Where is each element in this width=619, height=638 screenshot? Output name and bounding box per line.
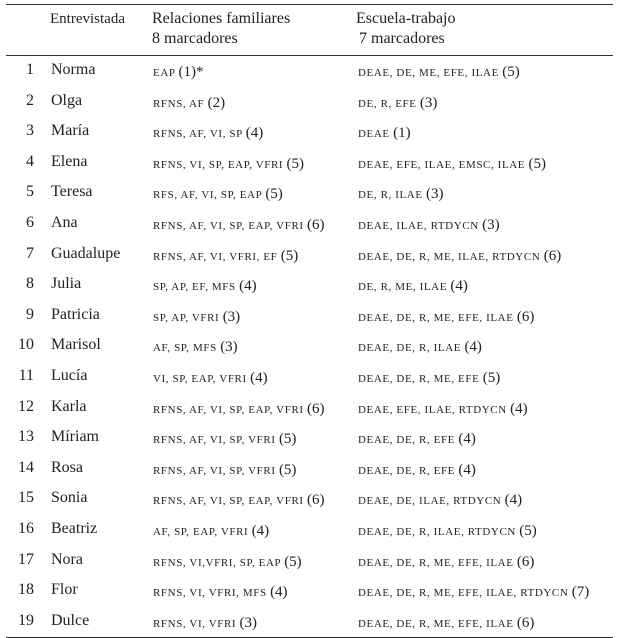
table-row [6, 393, 613, 424]
header-school [356, 9, 456, 49]
family-markers [153, 462, 296, 479]
family-markers [153, 615, 257, 632]
family-markers-count: (6) [307, 400, 325, 417]
family-markers [153, 523, 269, 540]
school-markers-list: DEAE, DE, R, ME, EFE, ILAE, RTDYCN [358, 587, 569, 600]
row-number: 15 [18, 489, 34, 507]
school-markers [358, 339, 482, 356]
school-markers-count: (1) [393, 125, 411, 142]
family-markers-list: RFNS, VI, VFRI, MFS [153, 587, 267, 600]
header-family [152, 9, 290, 49]
interviewee-name: Norma [51, 61, 96, 78]
interviewee-name: Karla [51, 397, 87, 415]
table-row [6, 270, 613, 301]
header-school-sub: 7 marcadores [359, 30, 445, 47]
table-row [6, 362, 613, 393]
interviewee-name: Olga [51, 91, 83, 109]
school-markers [358, 186, 444, 203]
row-number: 13 [18, 428, 34, 446]
school-markers-count: (7) [571, 584, 590, 601]
school-markers-count: (4) [504, 492, 523, 509]
table-header [6, 5, 613, 55]
interviewee-name: Guadalupe [51, 244, 121, 262]
school-markers-list: DEAE, DE, R, EFE [358, 434, 455, 447]
header-school-title: Escuela-trabajo [356, 10, 456, 27]
header-family-sub: 8 marcadores [152, 30, 238, 47]
school-markers-list: DEAE, ILAE, RTDYCN [358, 219, 479, 232]
interviewee-name: Ana [51, 213, 78, 231]
table-row [6, 454, 613, 485]
family-markers-count: (5) [284, 553, 302, 570]
table-row [6, 240, 613, 271]
family-markers-list: SP, AP, VFRI [153, 311, 220, 324]
interviewee-name: Dulce [51, 611, 90, 629]
family-markers [153, 584, 288, 601]
family-markers-count: (3) [239, 614, 258, 631]
interviewee-name: Míriam [51, 428, 99, 446]
interviewee-name: Elena [51, 152, 88, 170]
table-row [6, 301, 613, 332]
family-markers [153, 554, 302, 571]
row-number: 17 [18, 550, 34, 568]
family-markers-count: (4) [270, 584, 288, 601]
family-markers-count: (4) [245, 125, 264, 142]
school-markers-count: (4) [450, 278, 468, 295]
school-markers-list: DEAE, DE, R, ME, EFE, ILAE [358, 617, 514, 630]
family-markers-list: EAP [153, 67, 176, 79]
school-markers [358, 431, 476, 448]
row-number: 19 [18, 611, 34, 629]
family-markers [153, 370, 268, 387]
table-row [6, 423, 613, 454]
school-markers [358, 156, 546, 173]
school-markers [358, 278, 468, 295]
row-number: 7 [26, 244, 34, 262]
family-markers-count: (6) [307, 216, 325, 233]
school-markers-list: DEAE, EFE, ILAE, EMSC, ILAE [358, 158, 526, 171]
family-markers-count: (5) [278, 461, 297, 478]
header-family-title: Relaciones familiares [152, 10, 291, 27]
family-markers-list: RFS, AF, VI, SP, EAP [153, 189, 262, 202]
row-number: 6 [26, 213, 34, 231]
header-interviewee: Entrevistada [50, 11, 125, 27]
school-markers-count: (5) [528, 155, 546, 172]
row-number: 2 [26, 91, 34, 109]
family-markers [153, 401, 325, 418]
school-markers-list: DEAE, DE, R, ILAE, RTDYCN [358, 525, 516, 538]
family-markers-count: (5) [265, 186, 283, 203]
family-markers [153, 125, 263, 142]
interviewee-name: Patricia [51, 305, 100, 323]
family-markers-count: (5) [278, 431, 297, 448]
family-markers-count: (4) [250, 369, 268, 386]
table-row [6, 576, 613, 607]
school-markers [358, 309, 534, 326]
school-markers [358, 401, 528, 418]
school-markers-list: DE, R, ME, ILAE [358, 281, 448, 294]
school-markers-list: DE, R, ILAE [358, 189, 423, 202]
school-markers-count: (3) [426, 186, 444, 203]
row-number: 12 [18, 397, 34, 415]
family-markers-list: AF, SP, EAP, VFRI [153, 525, 249, 538]
school-markers-count: (5) [519, 522, 537, 539]
school-markers-list: DEAE, DE, R, ME, EFE, ILAE [358, 311, 514, 324]
markers-table [6, 4, 613, 638]
school-markers [358, 554, 534, 571]
family-markers-list: RFNS, VI,VFRI, SP, EAP [153, 556, 281, 569]
school-markers [358, 584, 589, 601]
table-row [6, 331, 613, 362]
row-number: 16 [18, 519, 34, 537]
table-row [6, 56, 613, 87]
table-row [6, 515, 613, 546]
family-markers [153, 95, 225, 112]
row-number: 9 [26, 305, 34, 323]
table-row [6, 178, 613, 209]
family-markers-list: RFNS, AF [153, 97, 205, 110]
interviewee-name: Flor [51, 581, 78, 599]
family-markers-count: (3) [222, 308, 241, 325]
family-markers-list: RFNS, AF, VI, SP, VFRI [153, 434, 276, 447]
family-markers [153, 156, 304, 173]
school-markers-list: DEAE, DE, R, ME, ILAE, RTDYCN [358, 250, 541, 263]
school-markers-count: (5) [482, 369, 501, 386]
table-row [6, 209, 613, 240]
interviewee-name: Nora [51, 550, 83, 568]
family-markers-list: RFNS, AF, VI, SP, EAP, VFRI [153, 219, 304, 232]
family-markers [153, 492, 325, 509]
family-markers [153, 339, 238, 356]
school-markers-list: DEAE, DE, R, EFE [358, 464, 455, 477]
school-markers [358, 462, 476, 479]
row-number: 4 [26, 152, 34, 170]
family-markers-list: RFNS, VI, SP, EAP, VFRI [153, 158, 284, 171]
school-markers [358, 95, 437, 112]
school-markers-list: DEAE, DE, R, ME, EFE [358, 372, 480, 385]
family-markers-list: RFNS, VI, VFRI [153, 617, 237, 630]
interviewee-name: Teresa [51, 183, 93, 201]
family-markers [153, 248, 298, 265]
school-markers-count: (3) [482, 216, 500, 233]
table-row [6, 546, 613, 577]
row-number: 3 [26, 122, 34, 140]
family-markers-list: RFNS, AF, VI, VFRI, EF [153, 250, 278, 263]
interviewee-name: Rosa [51, 458, 83, 476]
school-markers-count: (4) [464, 339, 482, 356]
school-markers-list: DEAE, DE, ILAE, RTDYCN [358, 495, 502, 508]
table-body [6, 56, 613, 637]
table-row [6, 484, 613, 515]
row-number: 14 [18, 458, 34, 476]
school-markers-list: DEAE, DE, R, ILAE [358, 342, 462, 355]
family-markers [153, 278, 257, 295]
family-markers [153, 431, 296, 448]
family-markers [153, 186, 283, 203]
row-number: 5 [26, 183, 34, 201]
interviewee-name: Sonia [51, 489, 88, 507]
table-row [6, 607, 613, 638]
school-markers-count: (4) [510, 400, 528, 417]
interviewee-name: Julia [51, 275, 82, 293]
row-number: 8 [26, 275, 34, 293]
family-markers-list: RFNS, AF, VI, SP, EAP, VFRI [153, 403, 304, 416]
family-markers-list: RFNS, AF, VI, SP [153, 128, 243, 141]
family-markers-count: (5) [286, 155, 305, 172]
interviewee-name: María [51, 122, 90, 140]
family-markers-list: RFNS, AF, VI, SP, EAP, VFRI [153, 495, 304, 508]
family-markers-count: (1)* [178, 64, 204, 80]
school-markers-count: (4) [458, 431, 476, 448]
family-markers [153, 309, 240, 326]
table-row [6, 148, 613, 179]
school-markers [358, 248, 561, 265]
family-markers-list: VI, SP, EAP, VFRI [153, 372, 247, 385]
row-number: 11 [18, 366, 34, 384]
row-number: 1 [26, 61, 34, 78]
family-markers-count: (5) [280, 247, 299, 264]
school-markers-count: (6) [516, 614, 535, 631]
school-markers-count: (6) [543, 247, 562, 264]
school-markers-list: DEAE, DE, R, ME, EFE, ILAE [358, 556, 514, 569]
school-markers-list: DEAE [358, 128, 390, 141]
school-markers [358, 125, 411, 142]
school-markers-count: (6) [516, 308, 535, 325]
table-row [6, 117, 613, 148]
family-markers-list: AF, SP, MFS [153, 342, 217, 355]
interviewee-name: Marisol [51, 336, 101, 354]
family-markers-list: SP, AP, EF, MFS [153, 281, 236, 294]
interviewee-name: Lucía [51, 366, 88, 384]
school-markers [358, 523, 537, 540]
family-markers [153, 64, 204, 81]
family-markers-count: (2) [207, 94, 226, 111]
school-markers [358, 217, 500, 234]
table-row [6, 87, 613, 118]
family-markers-count: (3) [220, 339, 238, 356]
school-markers-list: DEAE, EFE, ILAE, RTDYCN [358, 403, 507, 416]
family-markers-count: (4) [251, 522, 270, 539]
school-markers-count: (3) [419, 94, 438, 111]
school-markers [358, 64, 520, 81]
family-markers-count: (6) [307, 492, 325, 509]
school-markers-count: (4) [458, 461, 476, 478]
school-markers [358, 370, 500, 387]
school-markers [358, 492, 522, 509]
school-markers [358, 615, 534, 632]
family-markers-count: (4) [239, 278, 257, 295]
school-markers-list: DEAE, DE, ME, EFE, ILAE [358, 67, 499, 79]
row-number: 18 [18, 581, 34, 599]
family-markers [153, 217, 325, 234]
interviewee-name: Beatriz [51, 519, 98, 537]
school-markers-count: (6) [516, 553, 535, 570]
family-markers-list: RFNS, AF, VI, SP, VFRI [153, 464, 276, 477]
school-markers-list: DE, R, EFE [358, 97, 417, 110]
row-number: 10 [18, 336, 34, 354]
school-markers-count: (5) [502, 64, 520, 80]
